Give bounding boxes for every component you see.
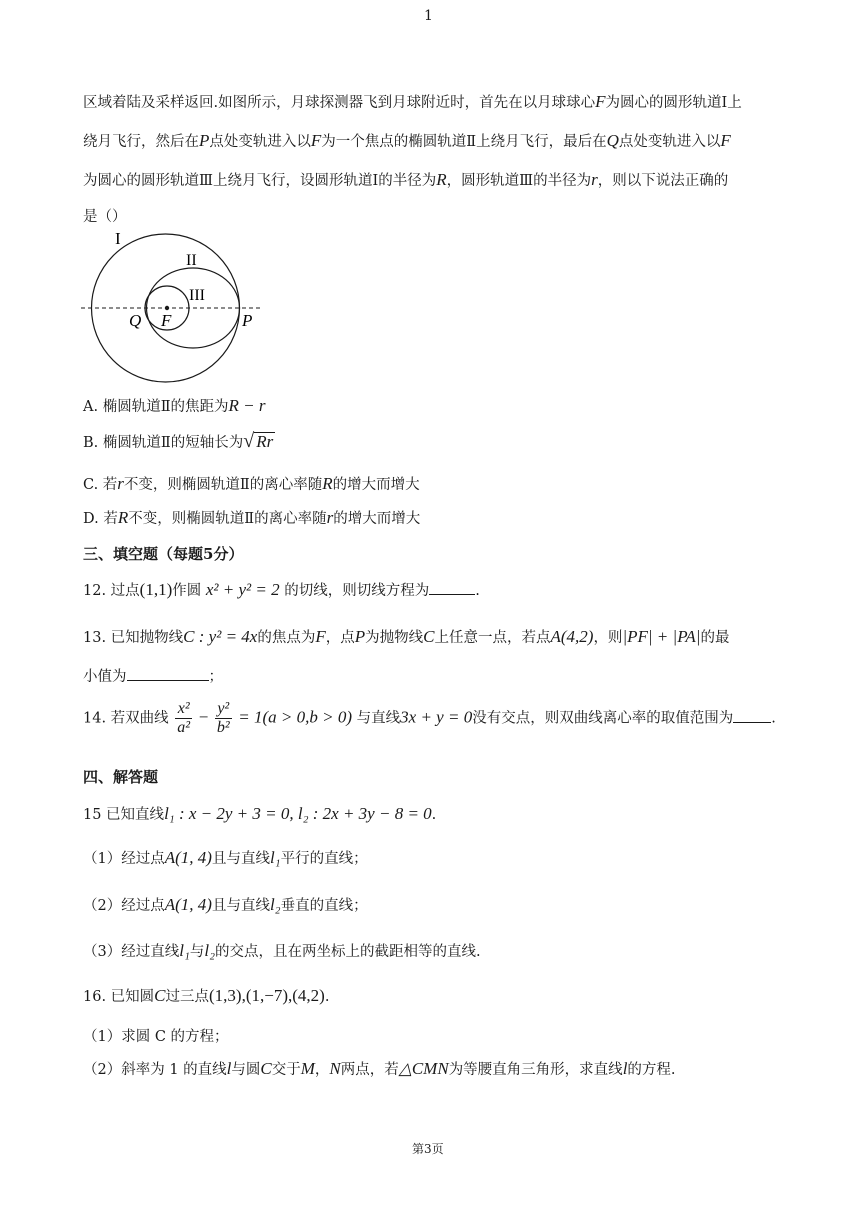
question-16-part1: （1）求圆 C 的方程； <box>83 1029 229 1045</box>
label-III: III <box>189 287 205 304</box>
option-B: B. 椭圆轨道Ⅱ的短轴长为√ Rr <box>83 430 274 452</box>
option-A: A. 椭圆轨道Ⅱ的焦距为R − r <box>83 396 266 415</box>
label-P: P <box>242 311 253 330</box>
label-F: F <box>161 311 172 330</box>
option-D: D. 若R不变，则椭圆轨道Ⅱ的离心率随r的增大而增大 <box>83 508 421 527</box>
problem11-line4: 是（） <box>83 209 127 225</box>
section3-title: 三、填空题（每题5分） <box>83 545 244 563</box>
page-footer: 第3页 <box>412 1142 444 1156</box>
section4-title: 四、解答题 <box>83 768 159 786</box>
question-13-line2: 小值为 ； <box>83 665 223 686</box>
fraction-y2-b2: $\frac{\text{y²}}{\text{b²}}$ <box>216 700 230 736</box>
question-15: 15 已知直线l₁ : x − 2y + 3 = 0, l₂ : 2x + 3y − 8 = 0. <box>83 804 437 823</box>
focus-point <box>165 306 169 310</box>
problem11-line1: 区域着陆及采样返回.如图所示，月球探测器飞到月球附近时，首先在以月球球心F为圆心的圆形轨道Ⅰ上 <box>83 92 742 111</box>
question-16: 16. 已知圆C过三点(1,3),(1,−7),(4,2). <box>83 986 330 1005</box>
label-Q: Q <box>129 311 142 330</box>
question-15-part2: （2）经过点A(1, 4)且与直线l₂垂直的直线； <box>83 895 368 914</box>
question-13-line1: 13. 已知抛物线C : y² = 4x的焦点为F，点P为抛物线C上任意一点，若点A(4,2)，则|PF| + |PA|的最 <box>83 627 730 646</box>
orbit-figure <box>75 225 270 390</box>
problem11-line2: 绕月飞行，然后在P点处变轨进入以F为一个焦点的椭圆轨道Ⅱ上绕月飞行，最后在Q点处变轨进入以F <box>83 131 731 150</box>
label-II: II <box>186 252 197 269</box>
option-C: C. 若r不变，则椭圆轨道Ⅱ的离心率随R的增大而增大 <box>83 474 420 493</box>
fraction-x2-a2: $\frac{\text{x²}}{\text{a²}}$ <box>177 700 191 736</box>
question-12: 12. 过点(1,1)作圆 x² + y² = 2 的切线，则切线方程为 . <box>83 580 480 599</box>
question-14: 14. 若双曲线 $\frac{\text{x²}}{\text{a²}}$ − $\frac{\text{y²}}{\text{b²}}$ = 1(a > 0,b > 0) 与直线3x + y = 0没有交点，则双曲线离心率的取值范围为 . <box>83 700 776 736</box>
question-15-part1: （1）经过点A(1, 4)且与直线l₁平行的直线； <box>83 848 368 867</box>
page-number-top: 1 <box>424 8 433 24</box>
label-I: I <box>115 229 121 248</box>
question-16-part2: （2）斜率为 1 的直线l与圆C交于M，N两点，若△CMN为等腰直角三角形，求直线l的方程. <box>83 1059 676 1078</box>
problem11-line3: 为圆心的圆形轨道Ⅲ上绕月飞行，设圆形轨道Ⅰ的半径为R，圆形轨道Ⅲ的半径为r，则以下说法正确的 <box>83 170 729 189</box>
question-15-part3: （3）经过直线l₁与l₂的交点，且在两坐标上的截距相等的直线. <box>83 941 481 960</box>
